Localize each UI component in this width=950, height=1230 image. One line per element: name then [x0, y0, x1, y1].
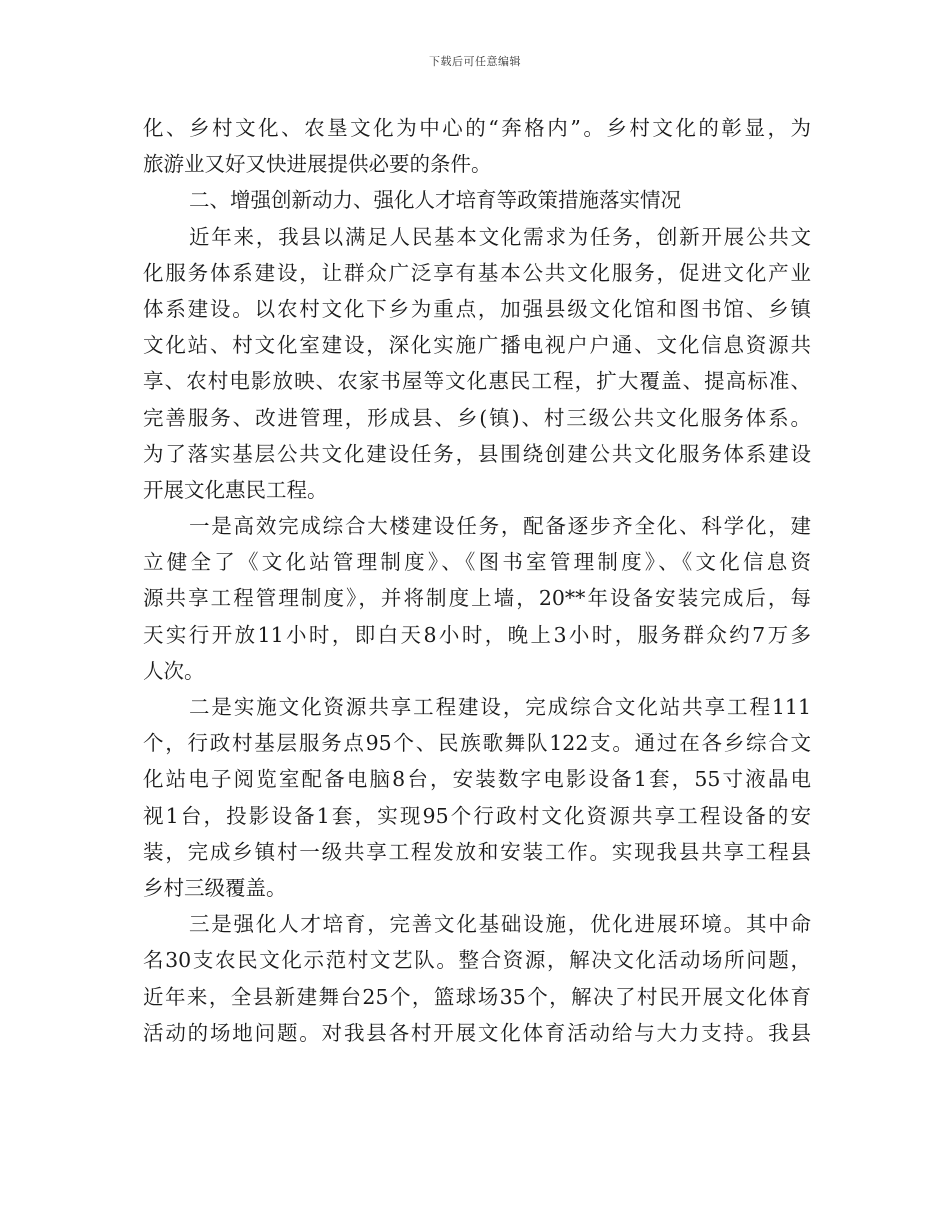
paragraph-line: 为了落实基层公共文化建设任务，县围绕创建公共文化服务体系建设	[143, 441, 811, 466]
paragraph-line: 化站电子阅览室配备电脑8台，安装数字电影设备1套，55寸液晶电	[143, 767, 811, 792]
paragraph-line: 一是高效完成综合大楼建设任务，配备逐步齐全化、科学化，建	[189, 514, 811, 539]
page-header: 下载后可任意编辑	[429, 55, 521, 68]
paragraph-line: 天实行开放11小时，即白天8小时，晚上3小时，服务群众约7万多	[143, 622, 811, 647]
paragraph-line: 立健全了《文化站管理制度》、《图书室管理制度》、《文化信息资	[143, 550, 811, 575]
paragraph-line: 名30支农民文化示范村文艺队。整合资源，解决文化活动场所问题，	[143, 948, 811, 973]
document-body	[143, 110, 811, 1051]
paragraph-line: 装，完成乡镇村一级共享工程发放和安装工作。实现我县共享工程县	[143, 839, 811, 864]
paragraph-line: 三是强化人才培育，完善文化基础设施，优化进展环境。其中命	[189, 912, 811, 937]
paragraph-line: 旅游业又好又快进展提供必要的条件。	[143, 152, 492, 177]
paragraph-line: 享、农村电影放映、农家书屋等文化惠民工程，扩大覆盖、提高标准、	[143, 369, 811, 394]
paragraph-line: 近年来，全县新建舞台25个，篮球场35个，解决了村民开展文化体育	[143, 984, 811, 1009]
section-heading: 二、增强创新动力、强化人才培育等政策措施落实情况	[189, 188, 681, 213]
paragraph-line: 文化站、村文化室建设，深化实施广播电视户户通、文化信息资源共	[143, 333, 811, 358]
paragraph-line: 人次。	[143, 658, 205, 683]
paragraph-line: 源共享工程管理制度》，并将制度上墙，20**年设备安装完成后，每	[143, 586, 811, 611]
paragraph-line: 近年来，我县以满足人民基本文化需求为任务，创新开展公共文	[189, 224, 811, 249]
paragraph-line: 乡村三级覆盖。	[143, 875, 287, 900]
paragraph-line: 体系建设。以农村文化下乡为重点，加强县级文化馆和图书馆、乡镇	[143, 296, 811, 321]
paragraph-line: 二是实施文化资源共享工程建设，完成综合文化站共享工程111	[189, 695, 811, 719]
paragraph-line: 化、乡村文化、农垦文化为中心的“奔格内”。乡村文化的彰显，为	[143, 116, 811, 140]
paragraph-line: 化服务体系建设，让群众广泛享有基本公共文化服务，促进文化产业	[143, 260, 811, 285]
paragraph-line: 开展文化惠民工程。	[143, 477, 328, 502]
paragraph-line: 视1台，投影设备1套，实现95个行政村文化资源共享工程设备的安	[143, 803, 811, 828]
paragraph-line: 活动的场地问题。对我县各村开展文化体育活动给与大力支持。我县	[143, 1020, 811, 1045]
paragraph-line: 完善服务、改进管理，形成县、乡(镇)、村三级公共文化服务体系。	[143, 405, 811, 430]
paragraph-line: 个，行政村基层服务点95个、民族歌舞队122支。通过在各乡综合文	[143, 731, 811, 756]
